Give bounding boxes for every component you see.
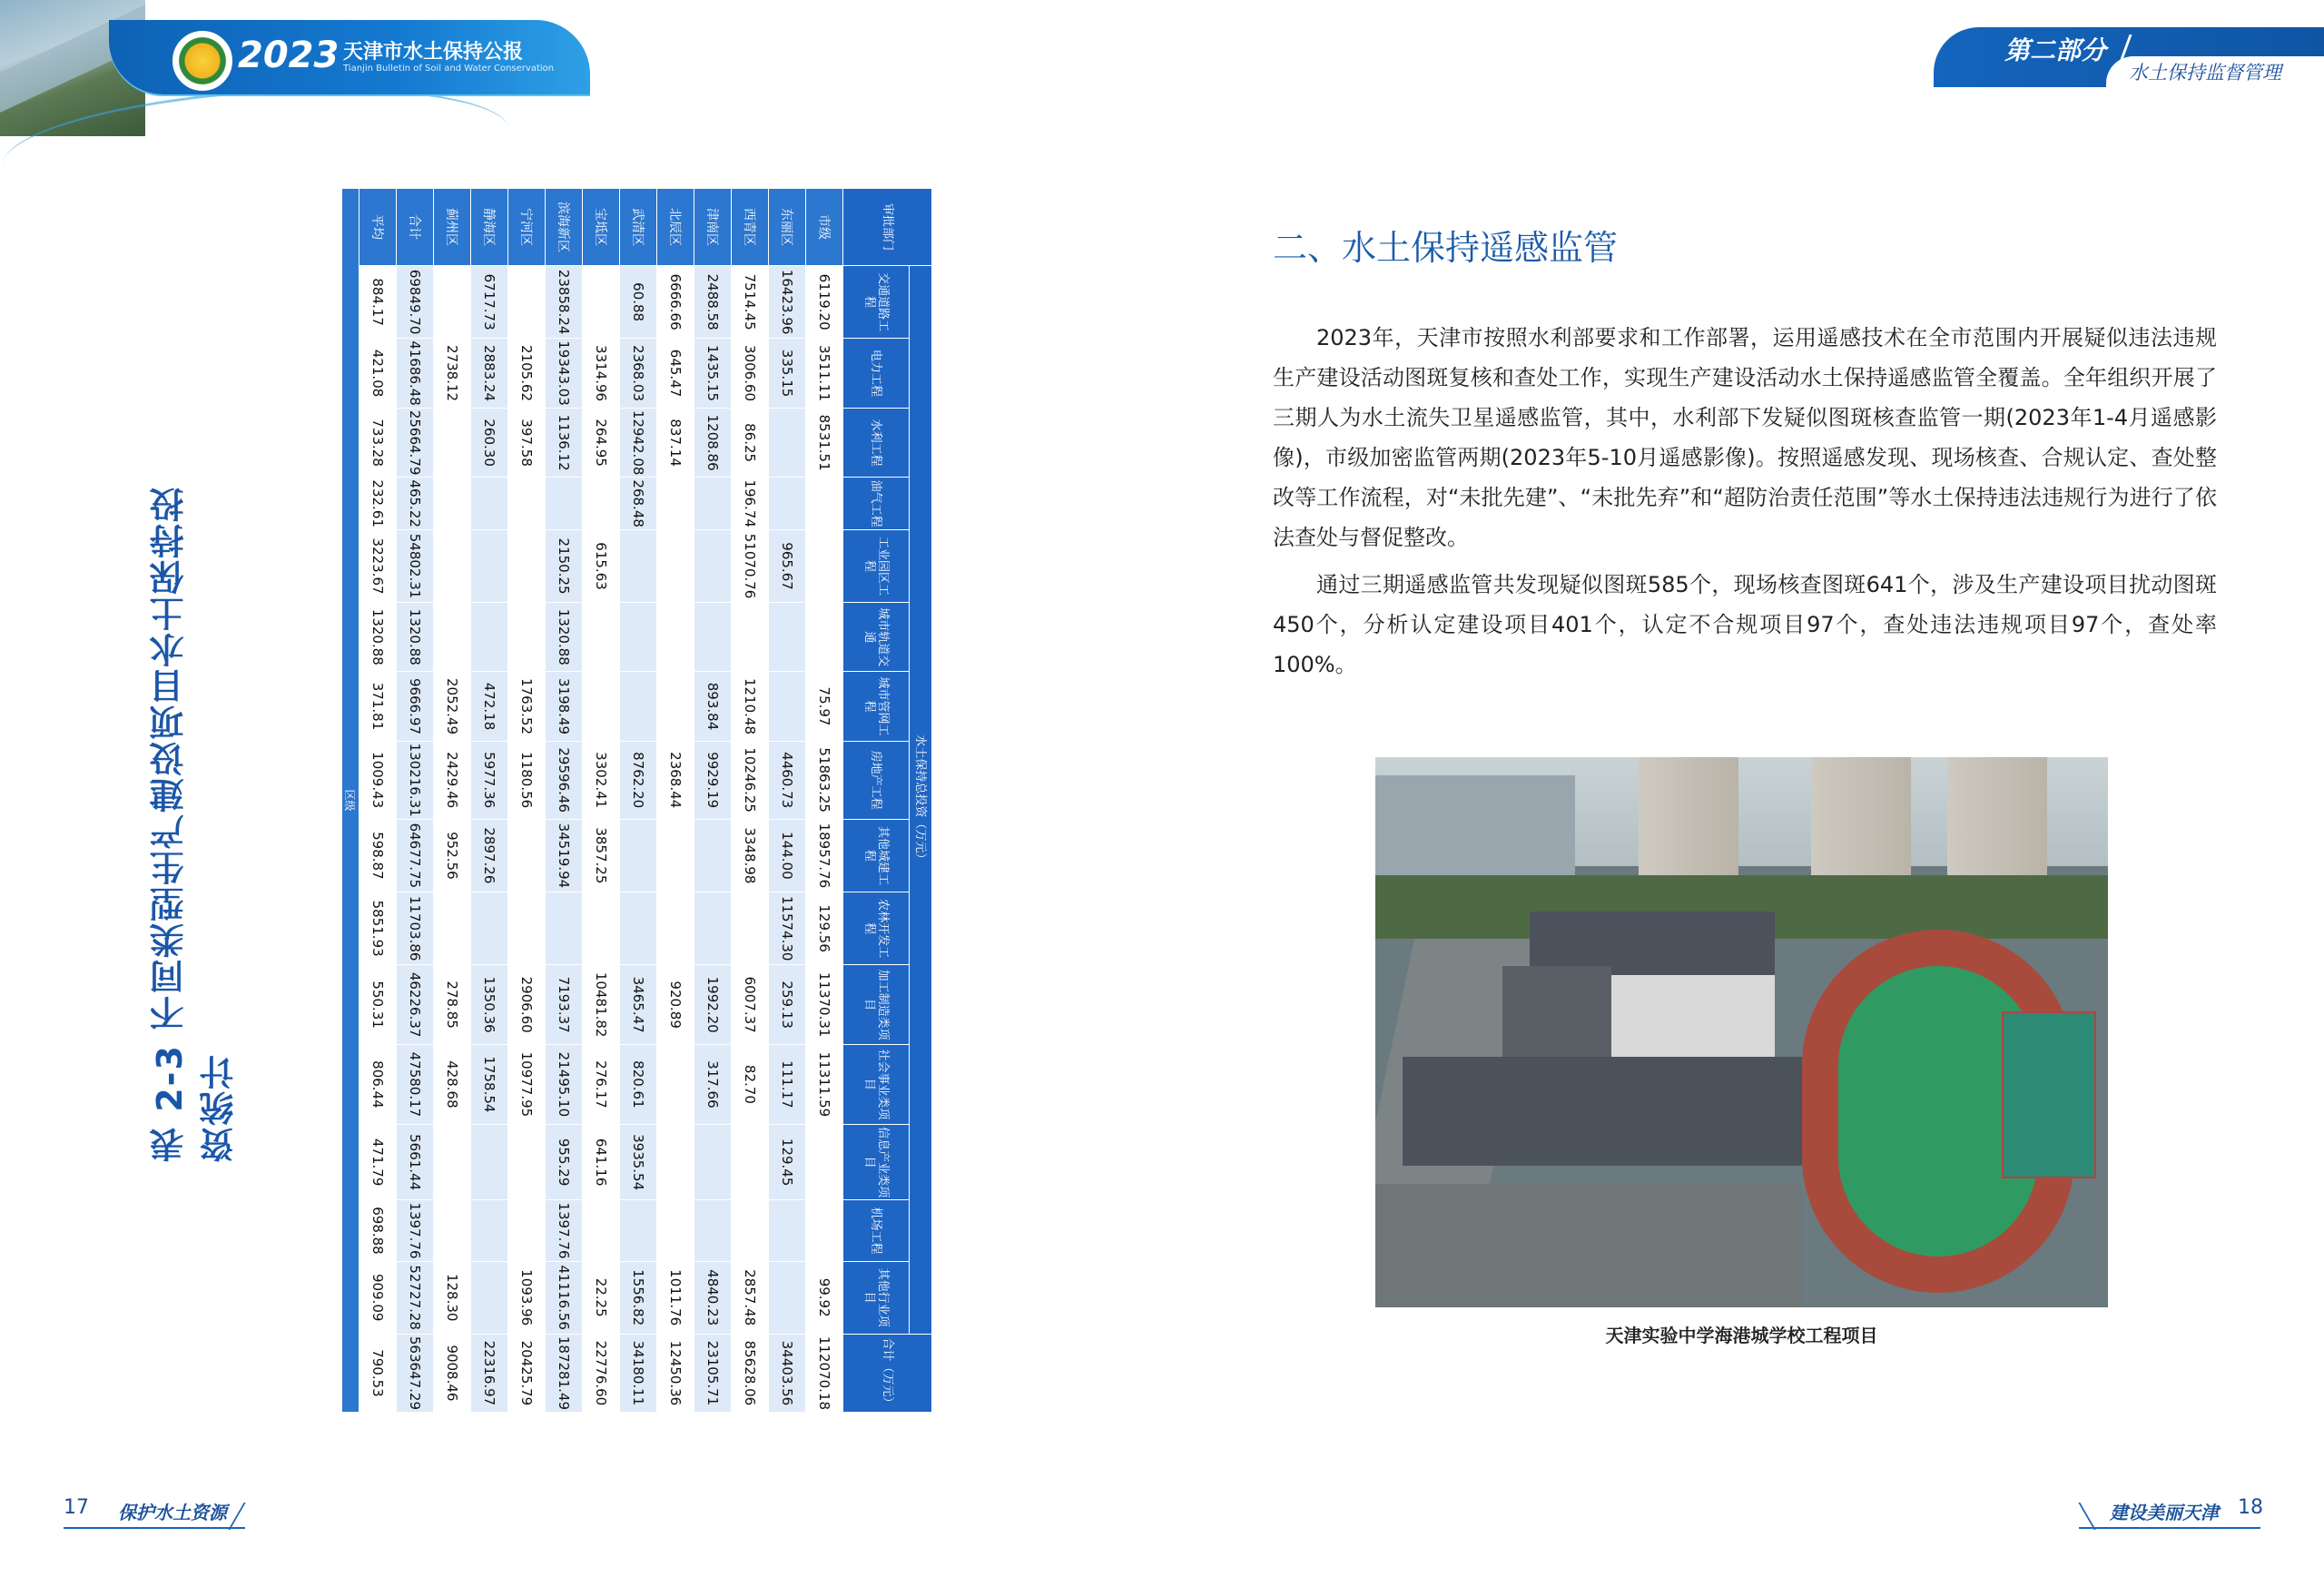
value-cell: 4840.23 bbox=[694, 1261, 732, 1334]
dept-cell: 津南区 bbox=[694, 189, 732, 266]
value-cell: 733.28 bbox=[359, 408, 397, 478]
dept-cell: 合计 bbox=[397, 189, 434, 266]
value-cell: 1320.88 bbox=[397, 603, 434, 672]
footer-slogan-right: 建设美丽天津 bbox=[2110, 1502, 2219, 1523]
value-cell: 3857.25 bbox=[583, 819, 620, 892]
table-row bbox=[471, 189, 508, 1413]
table-row bbox=[769, 189, 806, 1413]
value-cell: 6717.73 bbox=[471, 266, 508, 339]
value-cell bbox=[508, 529, 546, 602]
table-row bbox=[694, 189, 732, 1413]
value-cell: 909.09 bbox=[359, 1261, 397, 1334]
value-cell bbox=[620, 529, 657, 602]
value-cell: 1435.15 bbox=[694, 339, 732, 409]
section-title: 二、水土保持遥感监管 bbox=[1273, 228, 1619, 268]
value-cell: 397.58 bbox=[508, 408, 546, 478]
value-cell: 1136.12 bbox=[546, 408, 583, 478]
value-cell bbox=[546, 892, 583, 965]
dept-cell: 市级 bbox=[806, 189, 843, 266]
value-cell: 4460.73 bbox=[769, 741, 806, 819]
value-cell: 5977.36 bbox=[471, 741, 508, 819]
value-cell: 2105.62 bbox=[508, 339, 546, 409]
header-year: 2023 bbox=[238, 34, 340, 76]
value-cell: 51070.76 bbox=[732, 529, 769, 602]
value-cell bbox=[434, 1124, 471, 1200]
value-cell: 12942.08 bbox=[620, 408, 657, 478]
value-cell: 893.84 bbox=[694, 672, 732, 741]
column-header: 农林开发工程 bbox=[843, 892, 910, 965]
value-cell bbox=[620, 819, 657, 892]
value-cell: 278.85 bbox=[434, 965, 471, 1045]
section-label: 水土保持监督管理 bbox=[2129, 62, 2281, 84]
value-cell: 268.48 bbox=[620, 478, 657, 530]
value-cell bbox=[434, 892, 471, 965]
value-cell bbox=[471, 1124, 508, 1200]
value-cell bbox=[732, 603, 769, 672]
value-cell bbox=[620, 1200, 657, 1261]
value-cell: 16423.96 bbox=[769, 266, 806, 339]
value-cell: 550.31 bbox=[359, 965, 397, 1045]
value-cell: 428.68 bbox=[434, 1045, 471, 1125]
value-cell: 2738.12 bbox=[434, 339, 471, 409]
footer-slant-right bbox=[2078, 1503, 2095, 1530]
value-cell: 3465.47 bbox=[620, 965, 657, 1045]
value-cell bbox=[434, 529, 471, 602]
value-cell: 1350.36 bbox=[471, 965, 508, 1045]
value-cell bbox=[583, 672, 620, 741]
value-cell: 25664.79 bbox=[397, 408, 434, 478]
value-cell bbox=[732, 1200, 769, 1261]
value-cell: 41116.56 bbox=[546, 1261, 583, 1334]
value-cell: 5851.93 bbox=[359, 892, 397, 965]
value-cell: 471.79 bbox=[359, 1124, 397, 1200]
column-header: 水利工程 bbox=[843, 408, 910, 478]
value-cell: 23858.24 bbox=[546, 266, 583, 339]
value-cell: 1180.56 bbox=[508, 741, 546, 819]
value-cell: 3511.11 bbox=[806, 339, 843, 409]
value-cell: 965.67 bbox=[769, 529, 806, 602]
value-cell bbox=[657, 1200, 694, 1261]
value-cell bbox=[434, 1200, 471, 1261]
dept-cell: 武清区 bbox=[620, 189, 657, 266]
value-cell: 11311.59 bbox=[806, 1045, 843, 1125]
bulletin-logo-icon bbox=[172, 31, 232, 91]
value-cell bbox=[657, 892, 694, 965]
value-cell: 51863.25 bbox=[806, 741, 843, 819]
value-cell bbox=[471, 892, 508, 965]
value-cell: 2883.24 bbox=[471, 339, 508, 409]
value-cell bbox=[434, 408, 471, 478]
value-cell: 46226.37 bbox=[397, 965, 434, 1045]
value-cell: 22.25 bbox=[583, 1261, 620, 1334]
value-cell bbox=[769, 1261, 806, 1334]
value-cell: 472.18 bbox=[471, 672, 508, 741]
footer-slogan-left: 保护水土资源 bbox=[118, 1502, 227, 1523]
value-cell bbox=[657, 1045, 694, 1125]
value-cell: 99.92 bbox=[806, 1261, 843, 1334]
column-header: 城市轨道交通 bbox=[843, 603, 910, 672]
dept-cell: 平均 bbox=[359, 189, 397, 266]
total-cell: 9008.46 bbox=[434, 1334, 471, 1412]
header-title: 天津市水土保持公报 bbox=[343, 41, 524, 64]
investment-table bbox=[188, 188, 932, 1413]
district-group-row bbox=[342, 189, 359, 1413]
value-cell: 3935.54 bbox=[620, 1124, 657, 1200]
value-cell bbox=[694, 1200, 732, 1261]
project-photo bbox=[1375, 757, 2108, 1307]
value-cell: 2368.03 bbox=[620, 339, 657, 409]
value-cell: 10481.82 bbox=[583, 965, 620, 1045]
value-cell bbox=[806, 478, 843, 530]
value-cell bbox=[471, 1200, 508, 1261]
value-cell bbox=[657, 603, 694, 672]
dept-cell: 静海区 bbox=[471, 189, 508, 266]
value-cell: 598.87 bbox=[359, 819, 397, 892]
value-cell bbox=[434, 478, 471, 530]
value-cell: 1320.88 bbox=[359, 603, 397, 672]
value-cell: 2906.60 bbox=[508, 965, 546, 1045]
column-header: 社会事业类项目 bbox=[843, 1045, 910, 1125]
value-cell: 41686.48 bbox=[397, 339, 434, 409]
value-cell bbox=[508, 1200, 546, 1261]
dept-cell: 蓟州区 bbox=[434, 189, 471, 266]
value-cell: 11574.30 bbox=[769, 892, 806, 965]
column-header: 房地产工程 bbox=[843, 741, 910, 819]
value-cell bbox=[694, 819, 732, 892]
value-cell: 2368.44 bbox=[657, 741, 694, 819]
value-cell bbox=[620, 892, 657, 965]
value-cell: 884.17 bbox=[359, 266, 397, 339]
column-header: 其他城建工程 bbox=[843, 819, 910, 892]
value-cell bbox=[546, 478, 583, 530]
value-cell: 276.17 bbox=[583, 1045, 620, 1125]
value-cell: 335.15 bbox=[769, 339, 806, 409]
value-cell: 47580.17 bbox=[397, 1045, 434, 1125]
value-cell: 1397.76 bbox=[397, 1200, 434, 1261]
value-cell: 371.81 bbox=[359, 672, 397, 741]
value-cell: 645.47 bbox=[657, 339, 694, 409]
value-cell bbox=[657, 1124, 694, 1200]
value-cell: 259.13 bbox=[769, 965, 806, 1045]
value-cell: 3302.41 bbox=[583, 741, 620, 819]
value-cell: 820.61 bbox=[620, 1045, 657, 1125]
value-cell bbox=[806, 1124, 843, 1200]
value-cell: 2052.49 bbox=[434, 672, 471, 741]
value-cell bbox=[508, 1124, 546, 1200]
value-cell bbox=[732, 1124, 769, 1200]
value-cell bbox=[508, 266, 546, 339]
dept-header: 审批部门 bbox=[843, 189, 932, 266]
value-cell: 21495.10 bbox=[546, 1045, 583, 1125]
table-row bbox=[359, 189, 397, 1413]
total-cell: 563647.29 bbox=[397, 1334, 434, 1412]
column-header: 油气工程 bbox=[843, 478, 910, 530]
total-cell: 20425.79 bbox=[508, 1334, 546, 1412]
table-row bbox=[397, 189, 434, 1413]
value-cell bbox=[434, 603, 471, 672]
dept-cell: 宁河区 bbox=[508, 189, 546, 266]
table-row bbox=[806, 189, 843, 1413]
table-row bbox=[583, 189, 620, 1413]
column-header: 城市管网工程 bbox=[843, 672, 910, 741]
value-cell bbox=[806, 1200, 843, 1261]
footer-line-left bbox=[64, 1527, 245, 1529]
part-label: 第二部分 bbox=[2004, 35, 2107, 65]
value-cell: 75.97 bbox=[806, 672, 843, 741]
value-cell bbox=[434, 266, 471, 339]
value-cell bbox=[769, 408, 806, 478]
value-cell bbox=[694, 478, 732, 530]
dept-cell: 宝坻区 bbox=[583, 189, 620, 266]
total-cell: 34403.56 bbox=[769, 1334, 806, 1412]
value-cell: 920.89 bbox=[657, 965, 694, 1045]
value-cell bbox=[471, 529, 508, 602]
value-cell: 2857.48 bbox=[732, 1261, 769, 1334]
total-cell: 12450.36 bbox=[657, 1334, 694, 1412]
value-cell: 128.30 bbox=[434, 1261, 471, 1334]
value-cell: 144.00 bbox=[769, 819, 806, 892]
page-number-right: 18 bbox=[2238, 1496, 2263, 1519]
value-cell: 7514.45 bbox=[732, 266, 769, 339]
value-cell: 86.25 bbox=[732, 408, 769, 478]
value-cell: 1992.20 bbox=[694, 965, 732, 1045]
value-cell: 11370.31 bbox=[806, 965, 843, 1045]
value-cell bbox=[583, 603, 620, 672]
value-cell: 837.14 bbox=[657, 408, 694, 478]
value-cell: 465.22 bbox=[397, 478, 434, 530]
value-cell bbox=[769, 478, 806, 530]
total-header: 合计（万元） bbox=[843, 1334, 932, 1412]
value-cell bbox=[694, 892, 732, 965]
value-cell: 8762.20 bbox=[620, 741, 657, 819]
value-cell bbox=[732, 892, 769, 965]
value-cell: 6119.20 bbox=[806, 266, 843, 339]
total-cell: 112070.18 bbox=[806, 1334, 843, 1412]
value-cell: 129.45 bbox=[769, 1124, 806, 1200]
group-header: 水土保持总投资（万元） bbox=[910, 266, 932, 1335]
value-cell bbox=[769, 1200, 806, 1261]
value-cell: 9666.97 bbox=[397, 672, 434, 741]
value-cell: 10977.95 bbox=[508, 1045, 546, 1125]
total-cell: 187281.49 bbox=[546, 1334, 583, 1412]
value-cell: 1009.43 bbox=[359, 741, 397, 819]
value-cell: 2897.26 bbox=[471, 819, 508, 892]
total-cell: 23105.71 bbox=[694, 1334, 732, 1412]
value-cell: 111.17 bbox=[769, 1045, 806, 1125]
value-cell bbox=[694, 529, 732, 602]
value-cell: 615.63 bbox=[583, 529, 620, 602]
table-row bbox=[620, 189, 657, 1413]
value-cell bbox=[769, 672, 806, 741]
value-cell: 2488.58 bbox=[694, 266, 732, 339]
value-cell: 1210.48 bbox=[732, 672, 769, 741]
table-row bbox=[657, 189, 694, 1413]
value-cell: 130216.31 bbox=[397, 741, 434, 819]
value-cell bbox=[508, 819, 546, 892]
value-cell: 3223.67 bbox=[359, 529, 397, 602]
value-cell bbox=[694, 603, 732, 672]
column-header: 交通道路工程 bbox=[843, 266, 910, 339]
value-cell: 9929.19 bbox=[694, 741, 732, 819]
value-cell bbox=[471, 1261, 508, 1334]
table-row bbox=[434, 189, 471, 1413]
value-cell: 18957.76 bbox=[806, 819, 843, 892]
table-title: 表 2-3 不同类型生产建设项目水土保持投资统计 bbox=[150, 485, 240, 1162]
photo-caption: 天津实验中学海港城学校工程项目 bbox=[1605, 1325, 1878, 1346]
value-cell: 54802.31 bbox=[397, 529, 434, 602]
column-header: 其他行业项目 bbox=[843, 1261, 910, 1334]
district-group-label: 区级 bbox=[342, 189, 359, 1413]
header-subtitle: Tianjin Bulletin of Soil and Water Conservation bbox=[343, 64, 555, 74]
value-cell: 1320.88 bbox=[546, 603, 583, 672]
value-cell bbox=[508, 892, 546, 965]
value-cell: 421.08 bbox=[359, 339, 397, 409]
value-cell bbox=[657, 529, 694, 602]
value-cell: 196.74 bbox=[732, 478, 769, 530]
value-cell bbox=[583, 266, 620, 339]
value-cell: 52727.28 bbox=[397, 1261, 434, 1334]
value-cell: 10246.25 bbox=[732, 741, 769, 819]
value-cell bbox=[620, 603, 657, 672]
value-cell bbox=[583, 478, 620, 530]
value-cell bbox=[657, 819, 694, 892]
table-row bbox=[732, 189, 769, 1413]
value-cell: 955.29 bbox=[546, 1124, 583, 1200]
page-number-left: 17 bbox=[64, 1496, 89, 1519]
value-cell: 29596.46 bbox=[546, 741, 583, 819]
column-header: 加工制造类项目 bbox=[843, 965, 910, 1045]
value-cell: 2429.46 bbox=[434, 741, 471, 819]
value-cell: 1397.76 bbox=[546, 1200, 583, 1261]
value-cell: 11703.86 bbox=[397, 892, 434, 965]
value-cell: 232.61 bbox=[359, 478, 397, 530]
value-cell bbox=[471, 603, 508, 672]
value-cell: 3348.98 bbox=[732, 819, 769, 892]
value-cell: 34519.94 bbox=[546, 819, 583, 892]
value-cell: 1208.86 bbox=[694, 408, 732, 478]
value-cell: 69849.70 bbox=[397, 266, 434, 339]
table-row bbox=[508, 189, 546, 1413]
value-cell bbox=[583, 1200, 620, 1261]
value-cell: 6007.37 bbox=[732, 965, 769, 1045]
value-cell: 60.88 bbox=[620, 266, 657, 339]
value-cell: 264.95 bbox=[583, 408, 620, 478]
table-row bbox=[546, 189, 583, 1413]
value-cell bbox=[508, 603, 546, 672]
value-cell: 82.70 bbox=[732, 1045, 769, 1125]
dept-cell: 滨海新区 bbox=[546, 189, 583, 266]
value-cell: 19343.03 bbox=[546, 339, 583, 409]
value-cell: 7193.37 bbox=[546, 965, 583, 1045]
value-cell: 1758.54 bbox=[471, 1045, 508, 1125]
value-cell: 64677.75 bbox=[397, 819, 434, 892]
value-cell bbox=[583, 892, 620, 965]
value-cell: 2150.25 bbox=[546, 529, 583, 602]
value-cell: 3314.96 bbox=[583, 339, 620, 409]
value-cell bbox=[806, 529, 843, 602]
total-cell: 790.53 bbox=[359, 1334, 397, 1412]
total-cell: 22776.60 bbox=[583, 1334, 620, 1412]
paragraph-2: 通过三期遥感监管共发现疑似图斑585个，现场核查图斑641个，涉及生产建设项目扰动图斑450个，分析认定建设项目401个，认定不合规项目97个，查处违法违规项目97个，查处率100%。 bbox=[1273, 572, 2217, 677]
value-cell: 698.88 bbox=[359, 1200, 397, 1261]
total-cell: 85628.06 bbox=[732, 1334, 769, 1412]
value-cell bbox=[806, 603, 843, 672]
value-cell: 1763.52 bbox=[508, 672, 546, 741]
column-header: 信息产业类项目 bbox=[843, 1124, 910, 1200]
value-cell: 6666.66 bbox=[657, 266, 694, 339]
value-cell bbox=[471, 478, 508, 530]
total-cell: 22316.97 bbox=[471, 1334, 508, 1412]
footer-line-right bbox=[2079, 1527, 2260, 1529]
value-cell: 1556.82 bbox=[620, 1261, 657, 1334]
value-cell bbox=[694, 1124, 732, 1200]
value-cell: 952.56 bbox=[434, 819, 471, 892]
column-header: 工业园区工程 bbox=[843, 529, 910, 602]
value-cell: 1011.76 bbox=[657, 1261, 694, 1334]
value-cell: 260.30 bbox=[471, 408, 508, 478]
value-cell: 8531.51 bbox=[806, 408, 843, 478]
footer-slant-left bbox=[228, 1503, 245, 1530]
value-cell bbox=[657, 478, 694, 530]
dept-cell: 东丽区 bbox=[769, 189, 806, 266]
value-cell: 129.56 bbox=[806, 892, 843, 965]
total-cell: 34180.11 bbox=[620, 1334, 657, 1412]
dept-cell: 北辰区 bbox=[657, 189, 694, 266]
value-cell: 317.66 bbox=[694, 1045, 732, 1125]
column-header: 电力工程 bbox=[843, 339, 910, 409]
value-cell: 806.44 bbox=[359, 1045, 397, 1125]
value-cell bbox=[769, 603, 806, 672]
value-cell: 5661.44 bbox=[397, 1124, 434, 1200]
value-cell: 1093.96 bbox=[508, 1261, 546, 1334]
value-cell: 3198.49 bbox=[546, 672, 583, 741]
value-cell: 641.16 bbox=[583, 1124, 620, 1200]
value-cell bbox=[508, 478, 546, 530]
paragraph-1: 2023年，天津市按照水利部要求和工作部署，运用遥感技术在全市范围内开展疑似违法违规生产建设活动图斑复核和查处工作，实现生产建设活动水土保持遥感监管全覆盖。全年组织开展了三期人为水土流失卫星遥感监管，其中，水利部下发疑似图斑核查监管一期(2023年1-4月遥感影像)，市级加密监管两期(2023年5-10月遥感影像)。按照遥感发现、现场核查、合规认定、查处整改等工作流程，对“未批先建”、“未批先弃”和“超防治责任范围”等水土保持违法违规行为进行了依法查处与督促整改。 bbox=[1273, 325, 2217, 550]
value-cell bbox=[657, 672, 694, 741]
value-cell bbox=[620, 672, 657, 741]
column-header: 机场工程 bbox=[843, 1200, 910, 1261]
value-cell: 3006.60 bbox=[732, 339, 769, 409]
dept-cell: 西青区 bbox=[732, 189, 769, 266]
